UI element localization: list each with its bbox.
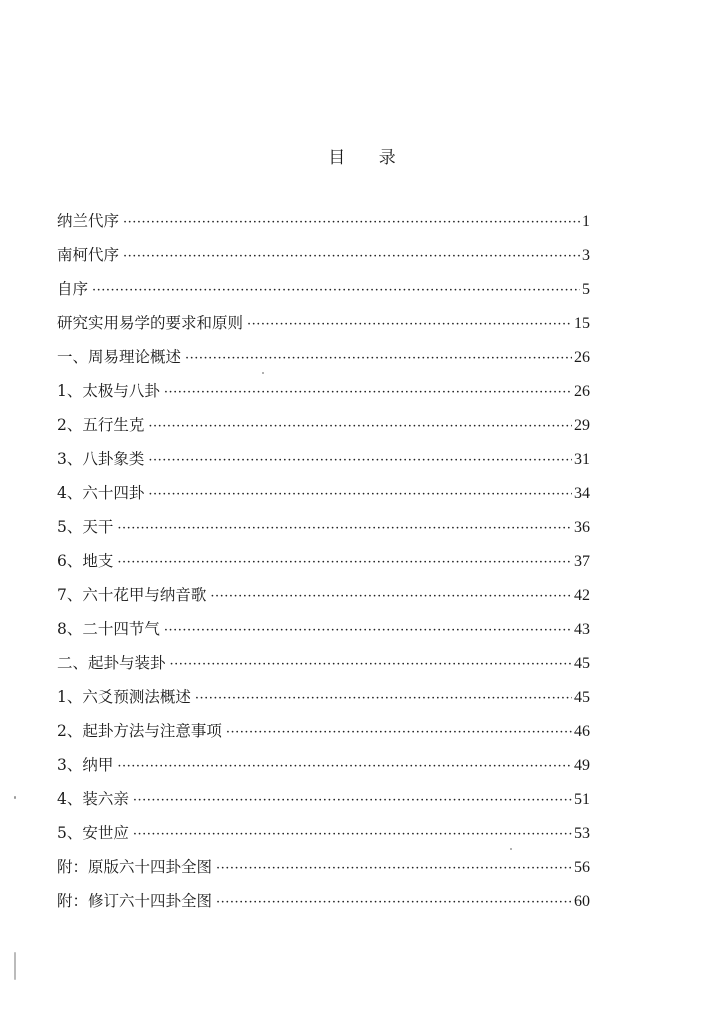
toc-leader-dots [185, 342, 572, 376]
toc-leader-dots [164, 614, 572, 648]
scan-speck [14, 796, 16, 799]
scan-speck [14, 952, 16, 980]
toc-entry-label: 研究实用易学的要求和原则 [57, 314, 244, 332]
toc-entry-label: 自序 [57, 280, 89, 298]
toc-entry-page-number: 37 [574, 553, 590, 570]
toc-entry-label: 纳兰代序 [57, 212, 120, 230]
toc-entry-label: 8、二十四节气 [57, 620, 160, 638]
toc-entry-page-number: 49 [574, 757, 590, 774]
toc-entry-page-number: 53 [574, 825, 590, 842]
toc-leader-dots [148, 410, 572, 444]
toc-leader-dots [210, 580, 572, 614]
toc-entry-label: 1、太极与八卦 [57, 382, 160, 400]
toc-entry-label: 3、八卦象类 [57, 450, 145, 468]
toc-leader-dots [170, 648, 572, 682]
toc-entry [57, 646, 590, 680]
toc-leader-dots [92, 274, 580, 308]
toc-entry [57, 850, 590, 884]
toc-leader-dots [117, 512, 572, 546]
toc-entry-page-number: 26 [574, 383, 590, 400]
toc-entry-page-number: 29 [574, 417, 590, 434]
toc-entry-page-number: 1 [582, 213, 590, 230]
toc-entry-label: 5、安世应 [57, 824, 129, 842]
toc-leader-dots [195, 682, 572, 716]
toc-entry-label: 6、地支 [57, 552, 114, 570]
toc-entry [57, 340, 590, 374]
toc-entry-page-number: 45 [574, 689, 590, 706]
toc-entry-page-number: 3 [582, 247, 590, 264]
toc-entry [57, 884, 590, 918]
toc-leader-dots [148, 444, 572, 478]
toc-entry-label: 二、起卦与装卦 [57, 654, 166, 672]
toc-entry-label: 7、六十花甲与纳音歌 [57, 586, 207, 604]
toc-entry-label: 4、装六亲 [57, 790, 129, 808]
toc-entry-page-number: 31 [574, 451, 590, 468]
toc-entry-label: 5、天干 [57, 518, 114, 536]
toc-entry-page-number: 60 [574, 893, 590, 910]
toc-leader-dots [216, 886, 572, 920]
toc-entry [57, 306, 590, 340]
toc-entry-page-number: 26 [574, 349, 590, 366]
toc-entry [57, 816, 590, 850]
toc-entry-page-number: 34 [574, 485, 590, 502]
toc-entry [57, 476, 590, 510]
toc-entry-page-number: 36 [574, 519, 590, 536]
toc-leader-dots [117, 750, 572, 784]
toc-entry-page-number: 45 [574, 655, 590, 672]
toc-entry-label: 南柯代序 [57, 246, 120, 264]
toc-leader-dots [123, 206, 580, 240]
toc-entry [57, 680, 590, 714]
toc-entry [57, 748, 590, 782]
toc-entry-label: 附：原版六十四卦全图 [57, 858, 213, 876]
toc-entry-label: 4、六十四卦 [57, 484, 145, 502]
toc-leader-dots [117, 546, 572, 580]
toc-entry [57, 374, 590, 408]
toc-entry [57, 272, 590, 306]
toc-entry [57, 204, 590, 238]
toc-leader-dots [164, 376, 572, 410]
toc-entry [57, 238, 590, 272]
toc-entry [57, 408, 590, 442]
toc-leader-dots [123, 240, 580, 274]
scan-speck [262, 372, 264, 374]
toc-entry [57, 442, 590, 476]
scan-speck [510, 848, 512, 850]
toc-entry-label: 一、周易理论概述 [57, 348, 182, 366]
toc-entry-page-number: 15 [574, 315, 590, 332]
table-of-contents [57, 204, 590, 918]
toc-entry-page-number: 43 [574, 621, 590, 638]
toc-entry-label: 附：修订六十四卦全图 [57, 892, 213, 910]
toc-entry-page-number: 51 [574, 791, 590, 808]
toc-entry [57, 544, 590, 578]
toc-entry [57, 714, 590, 748]
toc-entry-label: 1、六爻预测法概述 [57, 688, 191, 706]
toc-entry-page-number: 56 [574, 859, 590, 876]
toc-leader-dots [148, 478, 572, 512]
toc-entry-label: 2、起卦方法与注意事项 [57, 722, 222, 740]
toc-leader-dots [226, 716, 572, 750]
toc-entry-label: 3、纳甲 [57, 756, 114, 774]
toc-entry-page-number: 5 [582, 281, 590, 298]
toc-leader-dots [247, 308, 572, 342]
toc-leader-dots [133, 784, 572, 818]
toc-entry [57, 782, 590, 816]
toc-entry [57, 612, 590, 646]
toc-entry [57, 510, 590, 544]
toc-entry [57, 578, 590, 612]
toc-entry-page-number: 42 [574, 587, 590, 604]
toc-leader-dots [133, 818, 572, 852]
page-title: 目 录 [328, 148, 410, 168]
toc-entry-page-number: 46 [574, 723, 590, 740]
toc-leader-dots [216, 852, 572, 886]
toc-entry-label: 2、五行生克 [57, 416, 145, 434]
